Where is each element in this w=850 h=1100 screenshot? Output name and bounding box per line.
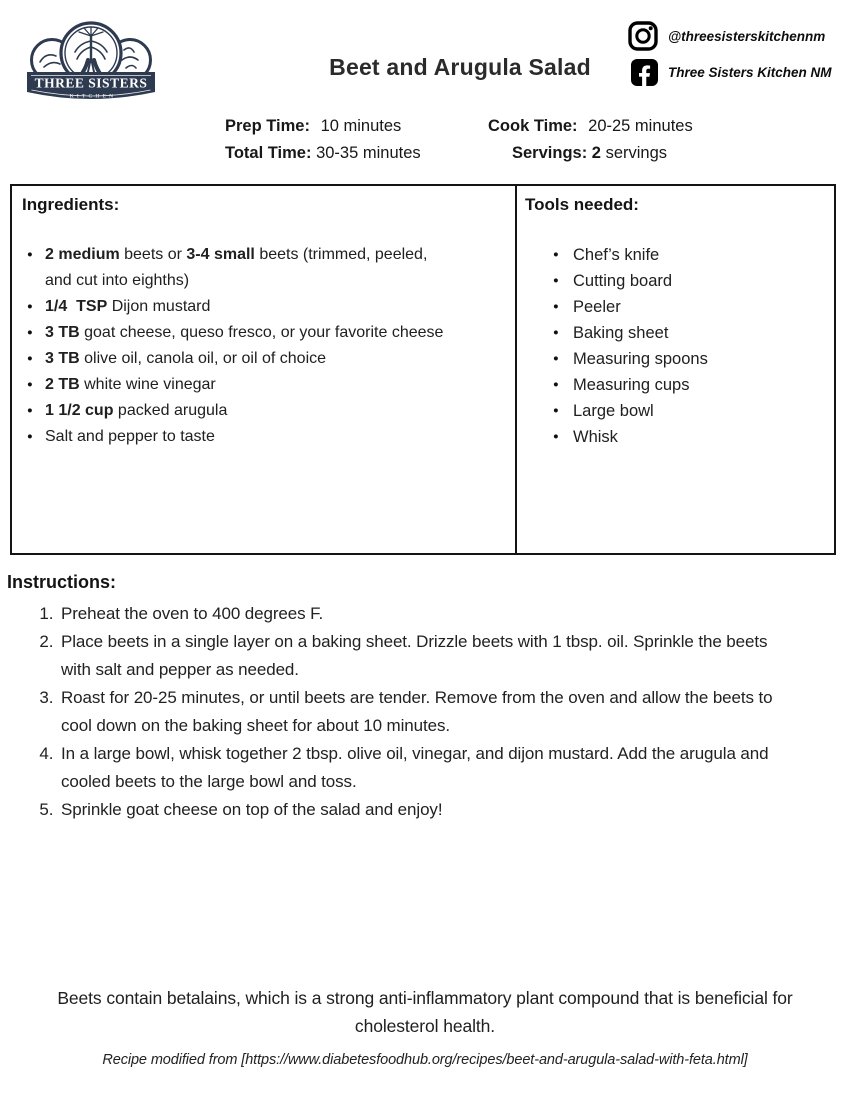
tools-section xyxy=(515,186,834,553)
ingredient-item: ● Salt and pepper to taste xyxy=(28,424,448,450)
instruction-step: 4. In a large bowl, whisk together 2 tbsp. olive oil, vinegar, and dijon mustard. Add the arugula and cooled beets to the large bowl and toss. xyxy=(58,740,798,796)
ingredient-item: ● 2 medium beets or 3-4 small beets (trimmed, peeled, and cut into eighths) xyxy=(28,242,448,294)
instagram-handle: @threesisterskitchennm xyxy=(668,28,826,44)
tools-heading: Tools needed: xyxy=(525,195,639,214)
ingredients-heading: Ingredients: xyxy=(22,195,120,214)
ingredient-item: ● 3 TB goat cheese, queso fresco, or your favorite cheese xyxy=(28,320,448,346)
nutrition-note: Beets contain betalains, which is a strong anti-inflammatory plant compound that is beneficial for cholesterol health. xyxy=(57,988,793,1036)
tool-item: ● Cutting board xyxy=(553,268,834,294)
instruction-step: 5. Sprinkle goat cheese on top of the salad and enjoy! xyxy=(58,796,798,824)
cook-time-value: 20-25 minutes xyxy=(588,117,693,135)
page-title: Beet and Arugula Salad xyxy=(329,54,591,80)
servings-label: Servings: xyxy=(512,144,588,162)
ingredients-list xyxy=(22,242,448,450)
instructions-heading: Instructions: xyxy=(7,572,117,592)
ingredient-item: ● 1/4 TSP Dijon mustard xyxy=(28,294,448,320)
servings-number: 2 xyxy=(591,144,601,162)
time-info-right xyxy=(488,113,693,167)
ingredient-item: ● 1 1/2 cup packed arugula xyxy=(28,398,448,424)
tool-item: ● Peeler xyxy=(553,294,834,320)
instagram-row xyxy=(628,21,832,51)
ingredient-item: ● 3 TB olive oil, canola oil, or oil of choice xyxy=(28,346,448,372)
servings xyxy=(488,140,693,167)
logo-title-text: THREE SISTERS xyxy=(34,75,148,91)
facebook-icon xyxy=(631,59,658,86)
prep-time-value: 10 minutes xyxy=(320,117,402,135)
instructions-list xyxy=(7,600,798,824)
instagram-icon xyxy=(628,21,658,51)
tool-item: ● Whisk xyxy=(553,424,834,450)
facebook-handle: Three Sisters Kitchen NM xyxy=(668,65,832,80)
servings-unit: servings xyxy=(605,144,668,162)
tool-item: ● Measuring cups xyxy=(553,372,834,398)
ingredient-item: ● 2 TB white wine vinegar xyxy=(28,372,448,398)
instruction-step: 3. Roast for 20-25 minutes, or until beets are tender. Remove from the oven and allow the beets to cool down on the baking sheet for about 10 minutes. xyxy=(58,684,798,740)
facebook-row xyxy=(628,59,832,86)
tool-item: ● Measuring spoons xyxy=(553,346,834,372)
total-time-value: 30-35 minutes xyxy=(316,144,421,162)
logo-subtitle-text: KITCHEN xyxy=(69,93,117,100)
prep-time xyxy=(225,113,421,140)
cook-time-label: Cook Time: xyxy=(488,117,578,135)
prep-time-label: Prep Time: xyxy=(225,117,310,135)
tool-item: ● Large bowl xyxy=(553,398,834,424)
ingredients-section xyxy=(12,186,515,553)
ingredients-tools-box xyxy=(10,184,836,555)
total-time xyxy=(225,140,421,167)
tool-item: ● Baking sheet xyxy=(553,320,834,346)
instruction-step: 1. Preheat the oven to 400 degrees F. xyxy=(58,600,798,628)
instruction-step: 2. Place beets in a single layer on a baking sheet. Drizzle beets with 1 tbsp. oil. Sprinkle the beets with salt and pepper as needed. xyxy=(58,628,798,684)
tools-list xyxy=(525,242,834,450)
time-info-left xyxy=(225,113,421,167)
cook-time xyxy=(488,113,693,140)
source-attribution: Recipe modified from [https://www.diabetesfoodhub.org/recipes/beet-and-arugula-salad-with-feta.html] xyxy=(102,1052,748,1068)
tool-item: ● Chef’s knife xyxy=(553,242,834,268)
total-time-label: Total Time: xyxy=(225,144,312,162)
instructions-section xyxy=(7,572,813,824)
social-links xyxy=(628,21,832,86)
